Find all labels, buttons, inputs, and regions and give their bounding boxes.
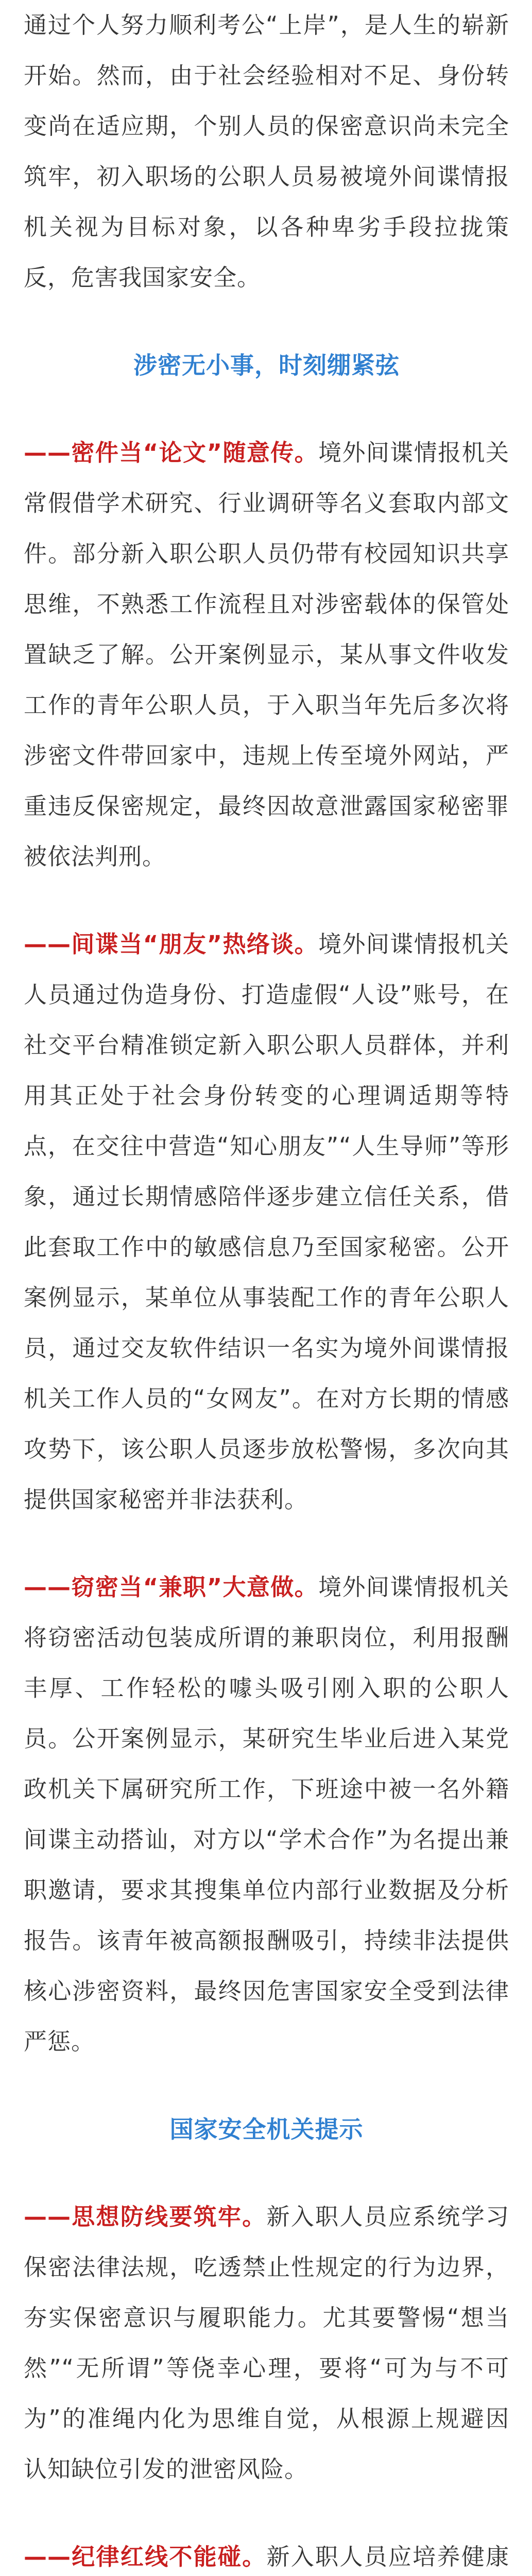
paragraph-spy-friend	[24, 919, 509, 1525]
paragraph-mindset	[24, 2192, 509, 2495]
section-heading-tips: 国家安全机关提示	[169, 2115, 364, 2143]
intro-paragraph: 通过个人努力顺利考公“上岸”，是人生的崭新开始。然而，由于社会经验相对不足、身份转变尚在适应期，个别人员的保密意识尚未完全筑牢，初入职场的公职人员易被境外间谍情报机关视为目标对象，以各种卑劣手段拉拢策反，危害我国家安全。	[24, 11, 509, 291]
paragraph-parttime-job	[24, 1562, 509, 2067]
spacer	[24, 882, 509, 919]
spacer	[24, 2155, 509, 2192]
spacer	[24, 2495, 509, 2532]
lead-phrase: ——思想防线要筑牢。	[24, 2203, 267, 2230]
section-heading-secrets: 涉密无小事，时刻绷紧弦	[133, 351, 400, 379]
paragraph-text: 新入职人员应培养健康	[266, 2543, 509, 2570]
spacer	[24, 1525, 509, 1562]
paragraph-text: 境外间谍情报机关将窃密活动包装成所谓的兼职岗位，利用报酬丰厚、工作轻松的噱头吸引刚入职的公职人员。公开案例显示，某研究生毕业后进入某党政机关下属研究所工作，下班途中被一名外籍间谍主动搭讪，对方以“学术合作”为名提出兼职邀请，要求其搜集单位内部行业数据及分析报告。该青年被高额报酬吸引，持续非法提供核心涉密资料，最终因危害国家安全受到法律严惩。	[24, 1573, 509, 2055]
lead-phrase: ——纪律红线不能碰。	[24, 2543, 267, 2570]
spacer	[24, 391, 509, 428]
paragraph-text: 境外间谍情报机关人员通过伪造身份、打造虚假“人设”账号，在社交平台精准锁定新入职公职人员群体，并利用其正处于社会身份转变的心理调适期等特点，在交往中营造“知心朋友”“人生导师”等形象，通过长期情感陪伴逐步建立信任关系，借此套取工作中的敏感信息乃至国家秘密。公开案例显示，某单位从事装配工作的青年公职人员，通过交友软件结识一名实为境外间谍情报机关工作人员的“女网友”。在对方长期的情感攻势下，该公职人员逐步放松警惕，多次向其提供国家秘密并非法获利。	[24, 930, 509, 1513]
spacer	[24, 303, 509, 340]
spacer	[24, 2067, 509, 2104]
lead-phrase: ——密件当“论文”随意传。	[24, 439, 319, 466]
paragraph-secret-docs	[24, 428, 509, 882]
paragraph-text: 新入职人员应系统学习保密法律法规，吃透禁止性规定的行为边界，夯实保密意识与履职能力。尤其要警惕“想当然”“无所谓”等侥幸心理，要将“可为与不可为”的准绳内化为思维自觉，从根源上规避因认知缺位引发的泄密风险。	[24, 2203, 509, 2483]
paragraph-discipline	[24, 2532, 509, 2576]
lead-phrase: ——间谍当“朋友”热络谈。	[24, 930, 319, 958]
paragraph-text: 境外间谍情报机关常假借学术研究、行业调研等名义套取内部文件。部分新入职公职人员仍带有校园知识共享思维，不熟悉工作流程且对涉密载体的保管处置缺乏了解。公开案例显示，某从事文件收发工作的青年公职人员，于入职当年先后多次将涉密文件带回家中，违规上传至境外网站，严重违反保密规定，最终因故意泄露国家秘密罪被依法判刑。	[24, 439, 509, 870]
lead-phrase: ——窃密当“兼职”大意做。	[24, 1573, 319, 1601]
